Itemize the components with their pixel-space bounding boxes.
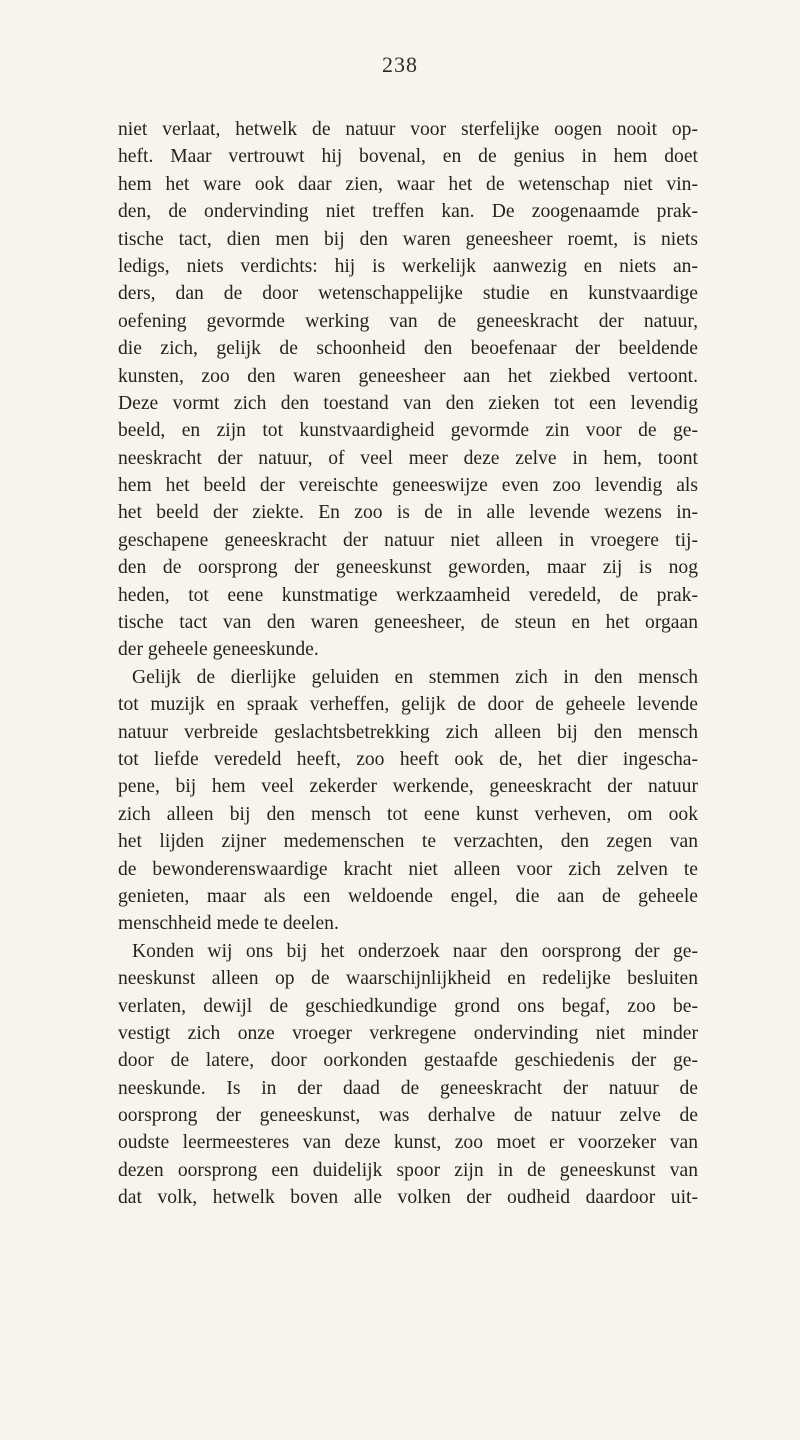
text-line: neeskracht der natuur, of veel meer deze zelve in hem, toont bbox=[118, 447, 698, 469]
text-line: neeskunst alleen op de waarschijnlijkheid en redelijke besluiten bbox=[118, 968, 698, 990]
text-line: genieten, maar als een weldoende engel, die aan de geheele bbox=[118, 885, 698, 907]
text-line: Deze vormt zich den toestand van den zieken tot een levendig bbox=[118, 392, 698, 414]
text-line: neeskunde. Is in der daad de geneeskracht der natuur de bbox=[118, 1077, 698, 1099]
text-line: door de latere, door oorkonden gestaafde geschiedenis der ge- bbox=[118, 1050, 698, 1072]
text-line: het lijden zijner medemenschen te verzachten, den zegen van bbox=[118, 831, 698, 853]
text-line: vestigt zich onze vroeger verkregene ondervinding niet minder bbox=[118, 1022, 698, 1044]
text-line: het beeld der ziekte. En zoo is de in alle levende wezens in- bbox=[118, 502, 698, 524]
text-line: natuur verbreide geslachtsbetrekking zich alleen bij den mensch bbox=[118, 721, 698, 743]
text-line: tische tact van den waren geneesheer, de steun en het orgaan bbox=[118, 612, 698, 634]
text-line: beeld, en zijn tot kunstvaardigheid gevormde zin voor de ge- bbox=[118, 420, 698, 442]
text-line: hem het beeld der vereischte geneeswijze even zoo levendig als bbox=[118, 475, 698, 497]
text-line: hem het ware ook daar zien, waar het de wetenschap niet vin- bbox=[118, 173, 698, 195]
text-line: heft. Maar vertrouwt hij bovenal, en de genius in hem doet bbox=[118, 146, 698, 168]
text-line: ledigs, niets verdichts: hij is werkelijk aanwezig en niets an- bbox=[118, 255, 698, 277]
text-line: oefening gevormde werking van de geneeskracht der natuur, bbox=[118, 310, 698, 332]
text-line: kunsten, zoo den waren geneesheer aan het ziekbed vertoont. bbox=[118, 365, 698, 387]
text-line: verlaten, dewijl de geschiedkundige grond ons begaf, zoo be- bbox=[118, 995, 698, 1017]
text-line: tot liefde veredeld heeft, zoo heeft ook de, het dier ingescha- bbox=[118, 748, 698, 770]
text-line: Gelijk de dierlijke geluiden en stemmen zich in den mensch bbox=[132, 666, 698, 688]
text-line: zich alleen bij den mensch tot eene kunst verheven, om ook bbox=[118, 803, 698, 825]
text-line: tot muzijk en spraak verheffen, gelijk de door de geheele levende bbox=[118, 694, 698, 716]
text-line: heden, tot eene kunstmatige werkzaamheid veredeld, de prak- bbox=[118, 584, 698, 606]
text-line: de bewonderenswaardige kracht niet alleen voor zich zelven te bbox=[118, 858, 698, 880]
text-line: den, de ondervinding niet treffen kan. De zoogenaamde prak- bbox=[118, 201, 698, 223]
body-text bbox=[118, 116, 698, 1212]
text-line: die zich, gelijk de schoonheid den beoefenaar der beeldende bbox=[118, 338, 698, 360]
text-line: dezen oorsprong een duidelijk spoor zijn in de geneeskunst van bbox=[118, 1159, 698, 1181]
text-line: oorsprong der geneeskunst, was derhalve de natuur zelve de bbox=[118, 1105, 698, 1127]
text-line: menschheid mede te deelen. bbox=[118, 913, 339, 935]
text-line: niet verlaat, hetwelk de natuur voor sterfelijke oogen nooit op- bbox=[118, 119, 698, 140]
text-line: pene, bij hem veel zekerder werkende, geneeskracht der natuur bbox=[118, 776, 698, 798]
text-line: der geheele geneeskunde. bbox=[118, 639, 319, 661]
text-line: Konden wij ons bij het onderzoek naar den oorsprong der ge- bbox=[132, 940, 698, 962]
text-line: tische tact, dien men bij den waren geneesheer roemt, is niets bbox=[118, 228, 698, 250]
text-line: den de oorsprong der geneeskunst geworden, maar zij is nog bbox=[118, 557, 698, 579]
page-number: 238 bbox=[382, 52, 418, 77]
text-line: geschapene geneeskracht der natuur niet alleen in vroegere tij- bbox=[118, 529, 698, 551]
text-line: ders, dan de door wetenschappelijke studie en kunstvaardige bbox=[118, 283, 698, 305]
text-line: oudste leermeesteres van deze kunst, zoo moet er voorzeker van bbox=[118, 1132, 698, 1154]
text-line: dat volk, hetwelk boven alle volken der oudheid daardoor uit- bbox=[118, 1187, 698, 1209]
